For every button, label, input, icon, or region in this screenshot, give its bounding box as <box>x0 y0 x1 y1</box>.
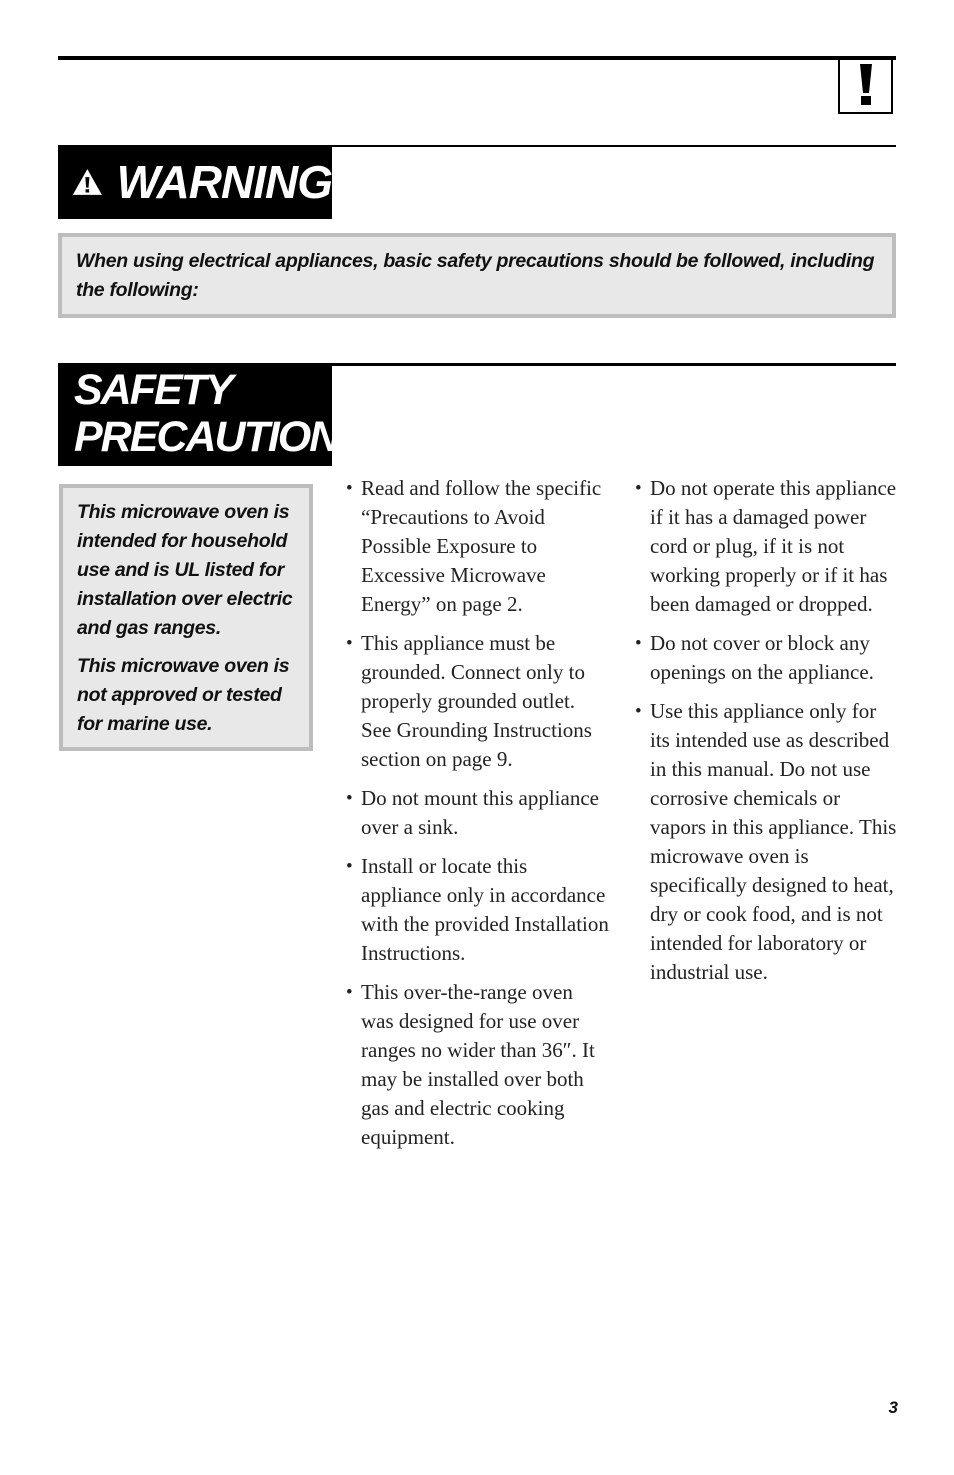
safety-header <box>58 363 365 466</box>
precaution-item: • Do not mount this appliance over a sink. <box>344 784 609 842</box>
precaution-item: • Read and follow the specific “Precautions to Avoid Possible Exposure to Excessive Microwave Energy” on page 2. <box>344 474 609 619</box>
warning-triangle-icon <box>72 165 103 199</box>
corner-icon-box <box>838 57 893 114</box>
exclamation-icon <box>858 64 874 106</box>
top-rule <box>58 56 896 60</box>
precaution-item: • Install or locate this appliance only in accordance with the provided Installation Instructions. <box>344 852 609 968</box>
warning-rule <box>332 145 896 147</box>
sidebar-note: This microwave oven is not approved or tested for marine use. <box>77 655 290 735</box>
precaution-item: • Use this appliance only for its intended use as described in this manual. Do not use corrosive chemicals or vapors in this appliance. This microwave oven is specifically designed to heat, dry or cook food, and is not intended for laboratory or industrial use. <box>633 697 898 987</box>
precaution-item: • This appliance must be grounded. Connect only to properly grounded outlet. See Grounding Instructions section on page 9. <box>344 629 609 774</box>
precautions-column-1 <box>344 474 609 1162</box>
precaution-item: • This over-the-range oven was designed for use over ranges no wider than 36″. It may be installed over both gas and electric cooking equipment. <box>344 978 609 1152</box>
sidebar-note-box <box>59 484 313 751</box>
precaution-item: • Do not operate this appliance if it has a damaged power cord or plug, if it is not working properly or if it has been damaged or dropped. <box>633 474 898 619</box>
sidebar-note: This microwave oven is intended for household use and is UL listed for installation over electric and gas ranges. <box>77 501 293 639</box>
precaution-item: • Do not cover or block any openings on the appliance. <box>633 629 898 687</box>
safety-rule <box>332 363 896 366</box>
warning-title: WARNING <box>116 156 332 208</box>
safety-title-line1: SAFETY <box>74 366 232 414</box>
page-number: 3 <box>888 1398 898 1417</box>
warning-intro-box <box>58 233 896 318</box>
safety-title-line2: PRECAUTIONS <box>74 413 365 461</box>
warning-intro-text: When using electrical appliances, basic safety precautions should be followed, including the following: <box>76 250 875 301</box>
precautions-column-2 <box>633 474 898 997</box>
warning-header <box>58 145 332 219</box>
